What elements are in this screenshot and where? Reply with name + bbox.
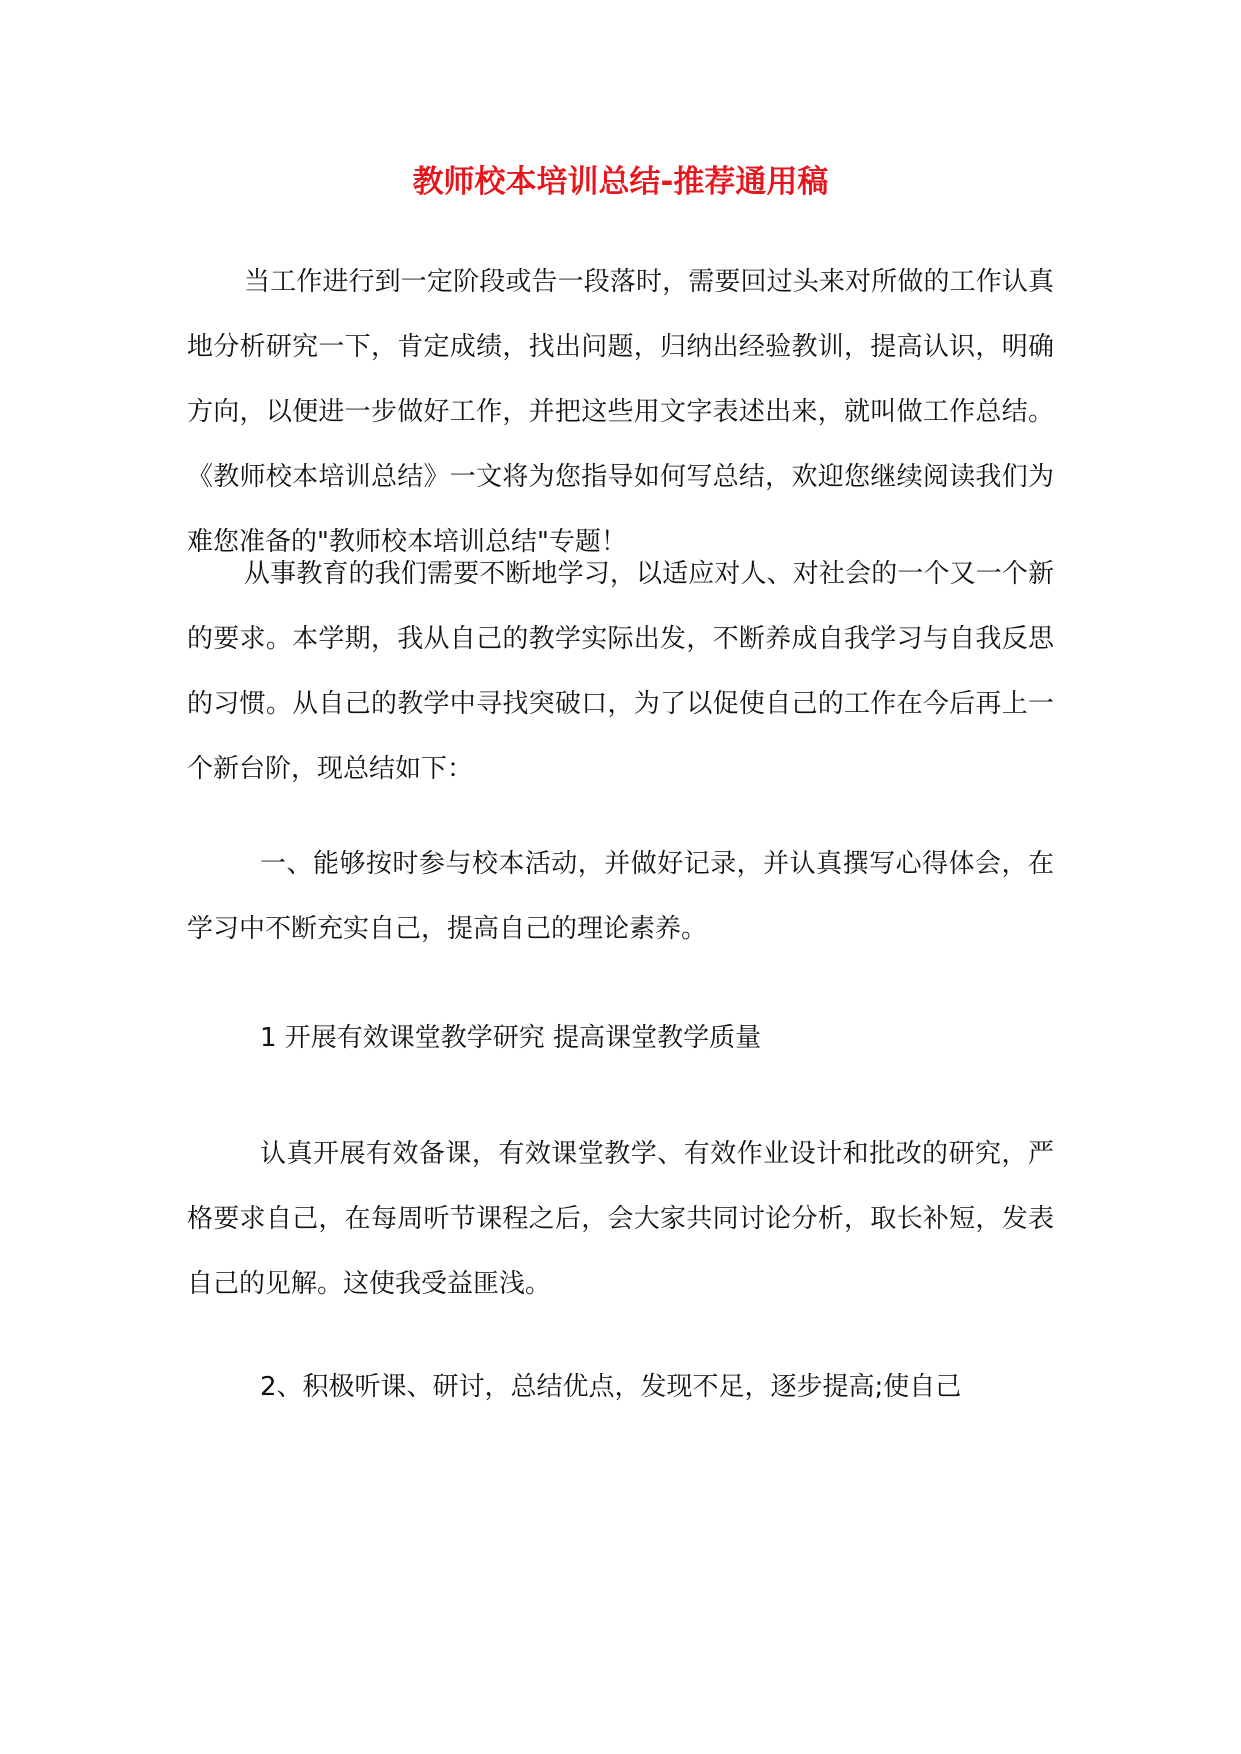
document-title: 教师校本培训总结-推荐通用稿: [412, 164, 829, 200]
subheading-effective-teaching: 1 开展有效课堂教学研究 提高课堂教学质量: [260, 1023, 762, 1053]
paragraph-learning: 从事教育的我们需要不断地学习，以适应对人、对社会的一个又一个新的要求。本学期，我从自己的教学实际出发，不断养成自我学习与自我反思的习惯。从自己的教学中寻找突破口，为了以促使自己的工作在今后再上一个新台阶，现总结如下：: [187, 559, 1054, 784]
section-heading-one: 一、能够按时参与校本活动，并做好记录，并认真撰写心得体会，在学习中不断充实自己，提高自己的理论素养。: [187, 849, 1054, 944]
paragraph-effective-lessons: 认真开展有效备课，有效课堂教学、有效作业设计和批改的研究，严格要求自己，在每周听节课程之后，会大家共同讨论分析，取长补短，发表自己的见解。这使我受益匪浅。: [187, 1139, 1054, 1299]
paragraph-intro: 当工作进行到一定阶段或告一段落时，需要回过头来对所做的工作认真地分析研究一下，肯定成绩，找出问题，归纳出经验教训，提高认识，明确方向，以便进一步做好工作，并把这些用文字表述出来，就叫做工作总结。《教师校本培训总结》一文将为您指导如何写总结，欢迎您继续阅读我们为难您准备的"教师校本培训总结"专题！: [187, 267, 1054, 557]
item-two-observation: 2、积极听课、研讨，总结优点，发现不足，逐步提高;使自己: [260, 1372, 962, 1402]
